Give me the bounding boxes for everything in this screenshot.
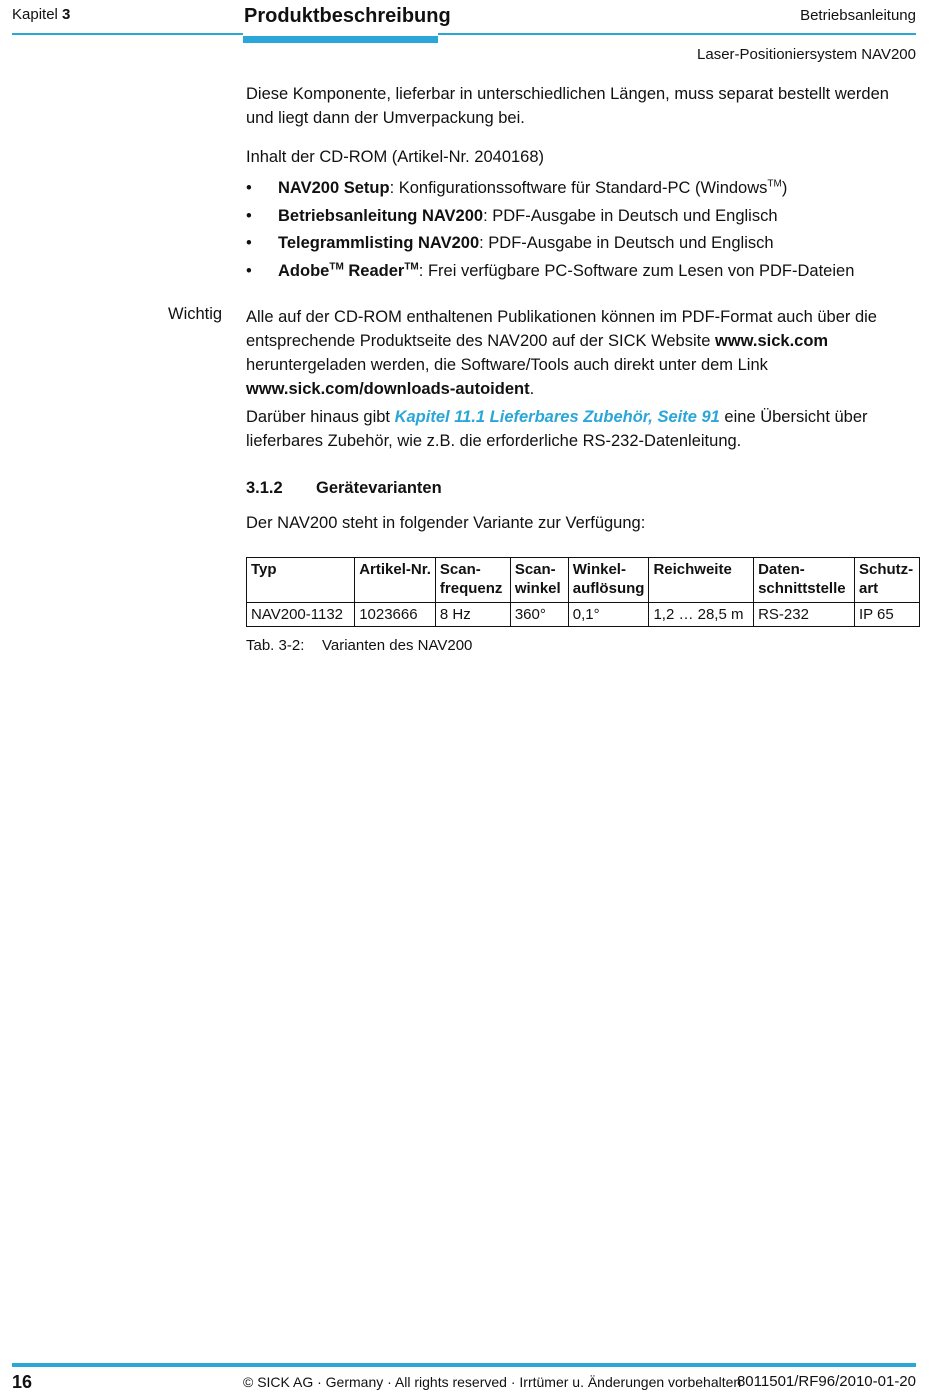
note-paragraph (246, 305, 920, 401)
column-header: Schutz- art (854, 558, 919, 603)
chapter-number: 3 (62, 6, 71, 23)
document-code: 8011501/RF96/2010-01-20 (736, 1373, 916, 1390)
list-item (246, 176, 926, 204)
item-desc: : Frei verfügbare PC-Software zum Lesen von PDF-Dateien (418, 261, 855, 280)
bullet: • (246, 206, 252, 225)
bullet: • (246, 261, 252, 280)
item-name: Adobe (278, 261, 330, 280)
table-cell: 8 Hz (435, 603, 510, 627)
column-header: Winkel- auflösung (568, 558, 649, 603)
downloads-link[interactable]: www.sick.com/downloads-autoident (246, 380, 530, 398)
chapter-label: Kapitel (12, 6, 58, 23)
bullet: • (246, 234, 252, 252)
trademark-mark: TM (767, 178, 782, 190)
accessory-text: eine Übersicht über lieferbares Zubehör, wie z.B. die erforderliche RS-232-Datenleitung. (246, 408, 868, 450)
item-name: Betriebsanleitung NAV200 (278, 206, 484, 225)
column-header: Daten- schnittstelle (754, 558, 855, 603)
table-caption (246, 637, 473, 654)
note-text: heruntergeladen werden, die Software/Tools auch direkt unter dem Link (246, 356, 768, 374)
section-intro: Der NAV200 steht in folgender Variante zur Verfügung: (246, 514, 646, 532)
note-text: . (529, 380, 535, 398)
item-desc: : PDF-Ausgabe in Deutsch und Englisch (479, 234, 774, 252)
table-cell: RS-232 (754, 603, 855, 627)
chapter-cross-reference-link[interactable]: Kapitel 11.1 Lieferbares Zubehör, Seite 91 (394, 408, 720, 426)
item-desc: : Konfigurationssoftware für Standard-PC (Windows (389, 179, 768, 197)
column-header: Scan- winkel (510, 558, 568, 603)
item-name: Telegrammlisting NAV200 (278, 234, 480, 252)
document-type: Betriebsanleitung (800, 7, 916, 24)
accessory-text: Darüber hinaus gibt (246, 408, 395, 426)
table-cell: 360° (510, 603, 568, 627)
cd-contents-list (246, 176, 926, 286)
variants-table (246, 557, 920, 627)
note-label: Wichtig (168, 305, 223, 323)
item-desc-end: ) (781, 179, 788, 197)
accessory-paragraph (246, 405, 920, 453)
item-name: NAV200 Setup (278, 179, 390, 197)
header-rule-right (438, 33, 916, 35)
cd-contents-heading: Inhalt der CD-ROM (Artikel-Nr. 2040168) (246, 148, 545, 166)
bullet: • (246, 179, 252, 197)
table-header-row (247, 558, 920, 603)
copyright-notice: © SICK AG · Germany · All rights reserved · Irrtümer u. Änderungen vorbehalten (243, 1374, 742, 1390)
column-header: Reichweite (649, 558, 754, 603)
caption-text: Varianten des NAV200 (322, 637, 473, 654)
header-rule-left (12, 33, 243, 35)
note-text: Alle auf der CD-ROM enthaltenen Publikationen können im PDF-Format auch über die entsprechende Produktseite des NAV200 auf der SICK Website (246, 308, 877, 350)
website-link[interactable]: www.sick.com (715, 332, 829, 350)
intro-paragraph: Diese Komponente, lieferbar in unterschiedlichen Längen, muss separat bestellt werden und liegt dann der Umverpackung bei. (246, 85, 889, 127)
table-cell: NAV200-1132 (247, 603, 355, 627)
list-item (246, 259, 926, 287)
table-cell: 1,2 … 28,5 m (649, 603, 754, 627)
item-name: Reader (343, 261, 405, 280)
table-row (247, 603, 920, 627)
item-desc: : PDF-Ausgabe in Deutsch und Englisch (483, 206, 778, 225)
chapter-indicator (12, 6, 70, 23)
section-title: Gerätevarianten (316, 479, 442, 497)
footer-rule (12, 1363, 916, 1367)
column-header: Typ (247, 558, 355, 603)
table-cell: 0,1° (568, 603, 649, 627)
caption-label: Tab. 3-2: (246, 637, 305, 654)
header-rule-title (243, 36, 438, 43)
column-header: Artikel-Nr. (355, 558, 436, 603)
trademark-mark: TM (404, 261, 419, 272)
page-number: 16 (12, 1372, 33, 1392)
list-item (246, 204, 926, 232)
table-cell: IP 65 (854, 603, 919, 627)
trademark-mark: TM (329, 261, 344, 272)
section-header-title: Produktbeschreibung (244, 5, 451, 27)
section-number: 3.1.2 (246, 479, 283, 497)
product-name: Laser-Positioniersystem NAV200 (697, 46, 916, 63)
column-header: Scan- frequenz (435, 558, 510, 603)
list-item (246, 231, 926, 259)
table-cell: 1023666 (355, 603, 436, 627)
